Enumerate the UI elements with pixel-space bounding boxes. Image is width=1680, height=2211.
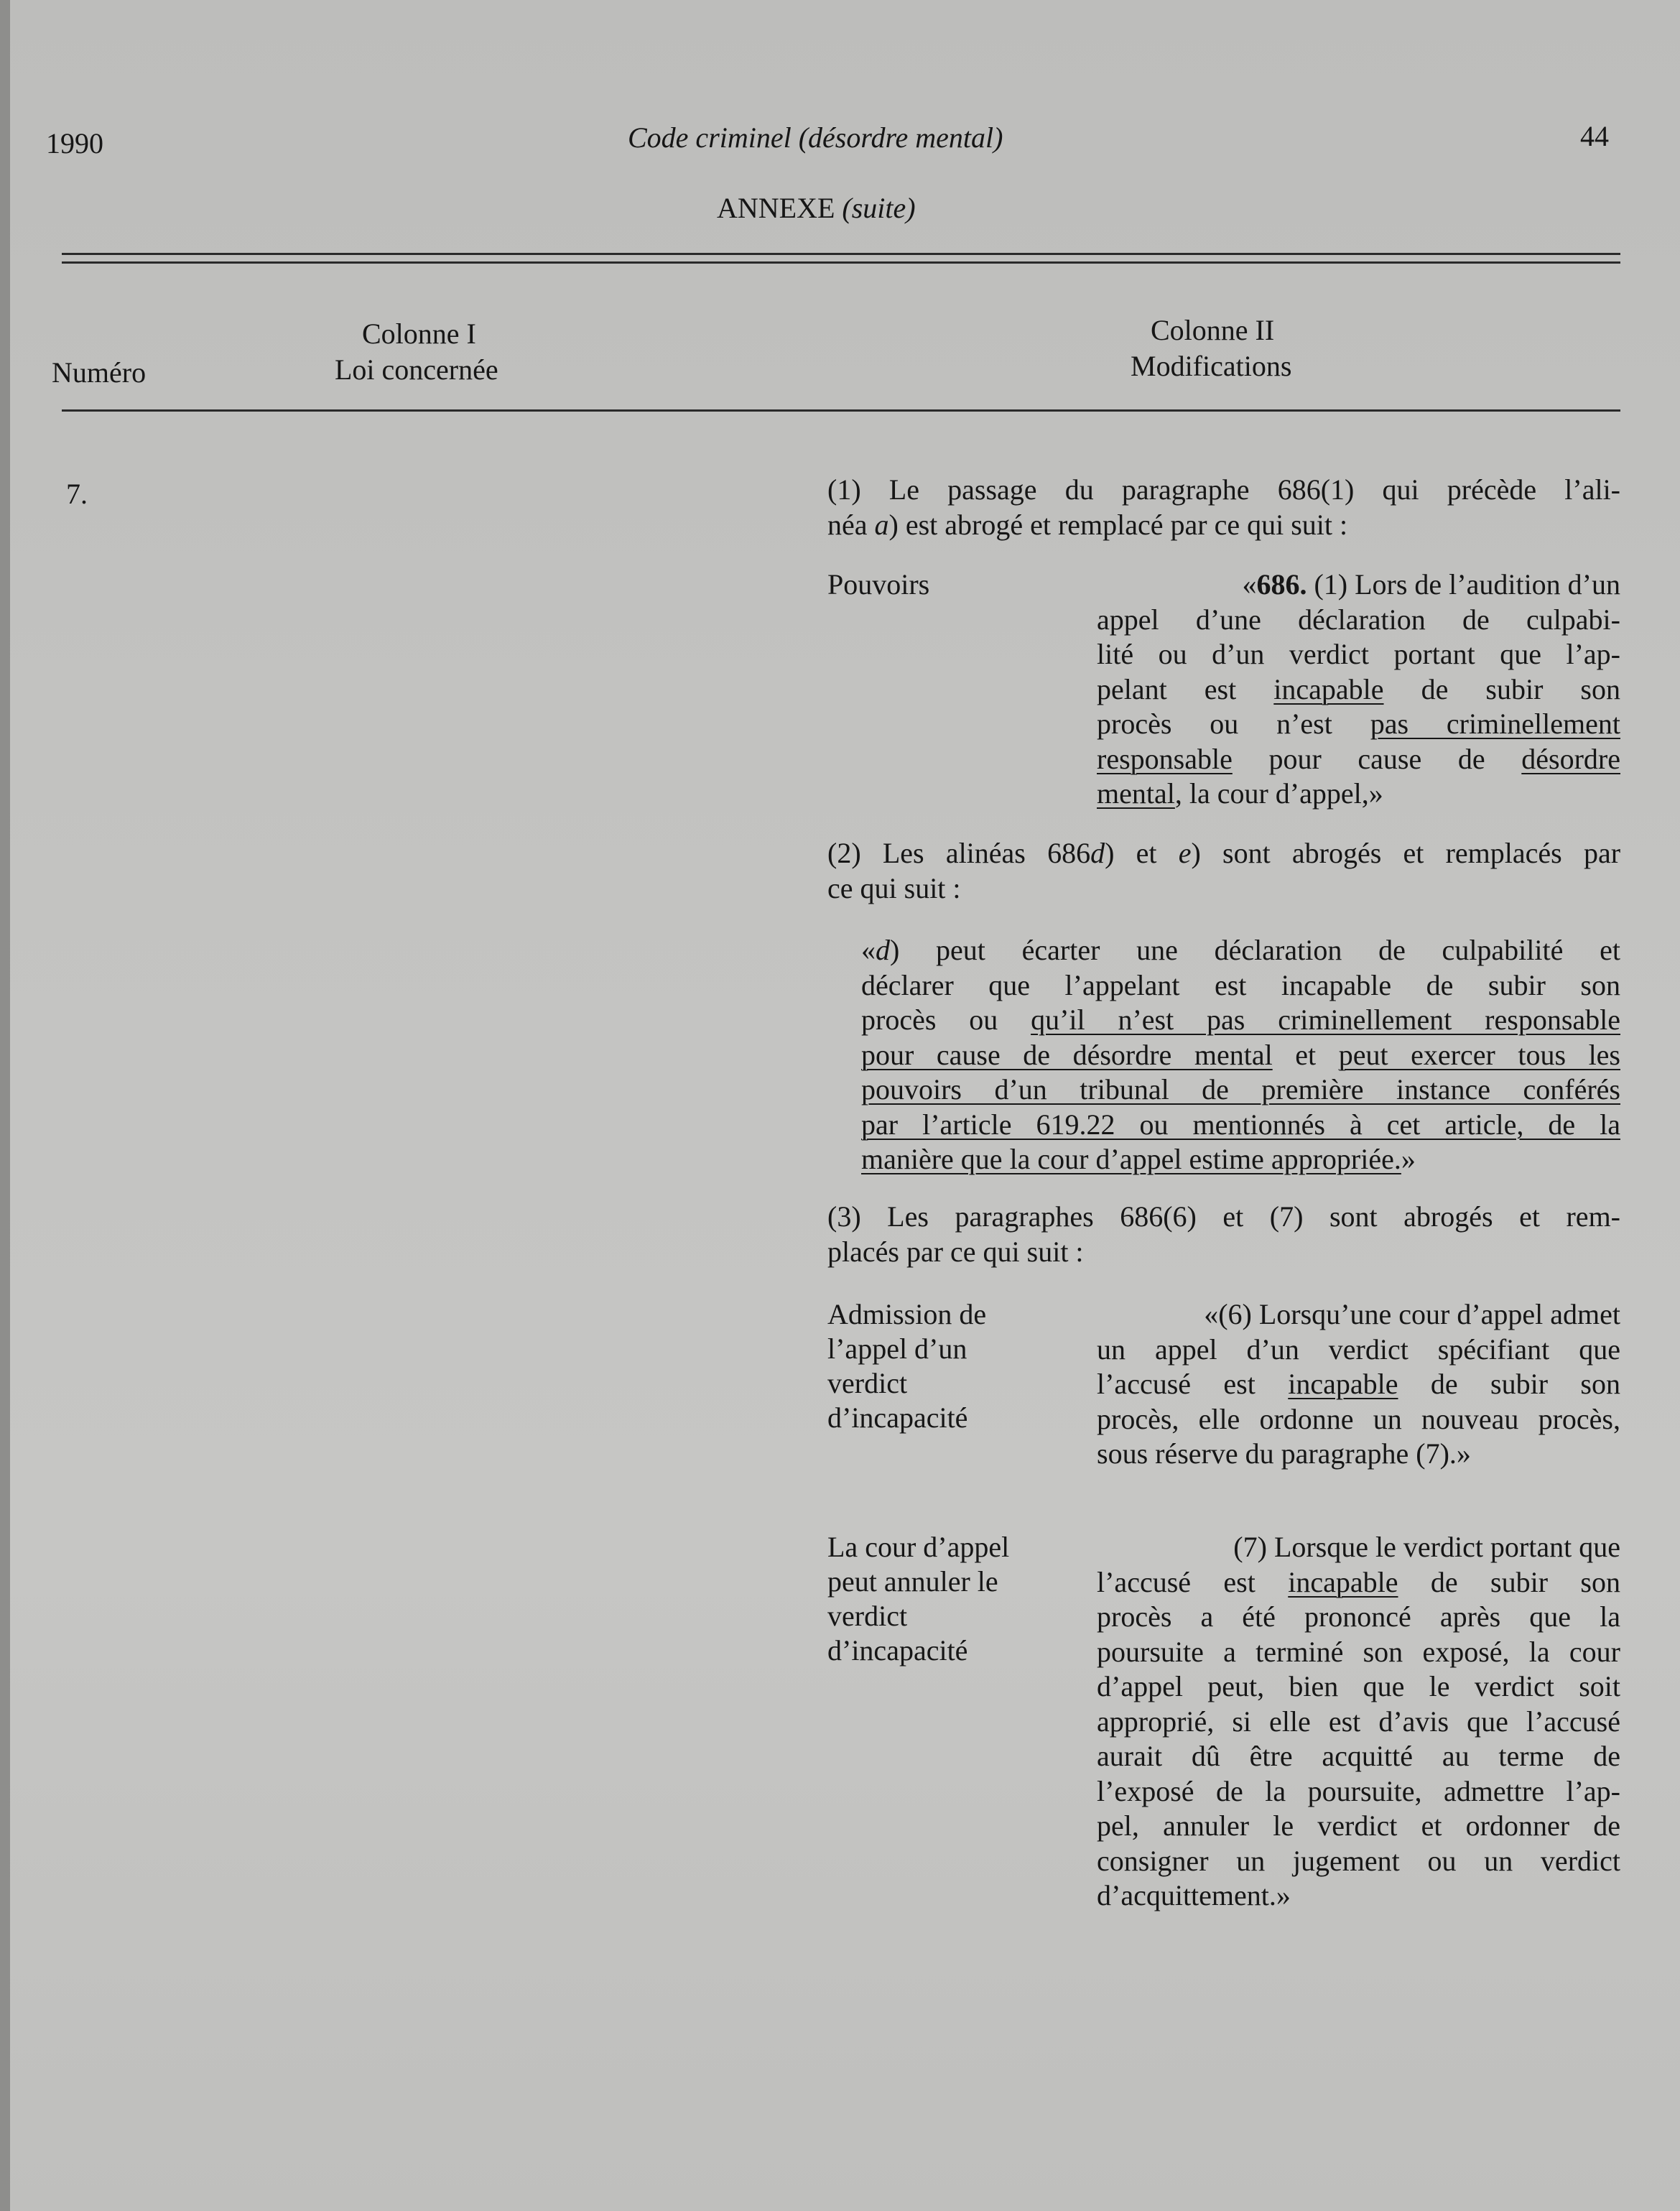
paragraph-1-line: (1) Le passage du paragraphe 686(1) qui précède l’ali- <box>827 473 1620 506</box>
section-686-1-text <box>1097 567 1620 812</box>
margin-note-admission <box>827 1297 986 1435</box>
section-686-1-line: mental, la cour d’appel,» <box>1097 777 1383 810</box>
paragraph-1 <box>827 473 1620 542</box>
section-686-7-text <box>1097 1530 1620 1914</box>
alinea-d-line: déclarer que l’appelant est incapable de subir son <box>861 968 1620 1001</box>
section-686-7-line: aurait dû être acquitté au terme de <box>1097 1740 1620 1772</box>
column-2-heading: Colonne II <box>1151 314 1275 346</box>
column-1-subheading: Loi concernée <box>335 353 498 386</box>
header-title: Code criminel (désordre mental) <box>628 121 1003 154</box>
section-686-1-line: pelant est incapable de subir son <box>1097 672 1621 705</box>
section-686-7-line: approprié, si elle est d’avis que l’accusé <box>1097 1705 1620 1738</box>
section-686-6-line: sous réserve du paragraphe (7).» <box>1097 1437 1471 1470</box>
header-year: 1990 <box>46 127 103 159</box>
section-686-1-line: lité ou d’un verdict portant que l’ap- <box>1097 638 1620 670</box>
section-686-6-line: l’accusé est incapable de subir son <box>1097 1368 1621 1400</box>
margin-note-line: verdict <box>827 1600 908 1632</box>
section-686-7-line: pel, annuler le verdict et ordonner de <box>1097 1809 1620 1842</box>
item-number: 7. <box>66 478 88 510</box>
section-686-7-line: l’exposé de la poursuite, admettre l’ap- <box>1097 1774 1620 1807</box>
paragraph-3-line: (3) Les paragraphes 686(6) et (7) sont abrogés et rem- <box>827 1200 1620 1233</box>
section-686-6-text <box>1097 1297 1620 1472</box>
margin-note-line: d’incapacité <box>827 1634 968 1667</box>
section-686-7-line: d’acquittement.» <box>1097 1879 1291 1911</box>
annexe-heading: ANNEXE (suite) <box>717 192 916 224</box>
margin-note-line: d’incapacité <box>827 1401 968 1434</box>
section-686-7-line: (7) Lorsque le verdict portant que <box>1233 1531 1620 1563</box>
paragraph-1-line: néa a) est abrogé et remplacé par ce qui suit : <box>827 508 1348 541</box>
header-rule-bottom <box>62 261 1620 264</box>
document-page <box>10 0 1680 2211</box>
paragraph-2-line: ce qui suit : <box>827 871 961 904</box>
alinea-d-text <box>861 933 1620 1177</box>
section-686-7-line: poursuite a terminé son exposé, la cour <box>1097 1635 1620 1668</box>
section-686-7-line: procès a été prononcé après que la <box>1097 1600 1620 1633</box>
alinea-d-line: procès ou qu’il n’est pas criminellement responsable <box>861 1003 1620 1036</box>
margin-note-line: verdict <box>827 1367 908 1399</box>
margin-note-line: La cour d’appel <box>827 1531 1010 1563</box>
paragraph-2 <box>827 836 1620 906</box>
margin-note-pouvoirs: Pouvoirs <box>827 568 930 601</box>
section-686-1-line: procès ou n’est pas criminellement <box>1097 708 1620 740</box>
columns-rule <box>62 409 1620 412</box>
paragraph-3 <box>827 1200 1620 1269</box>
header-rule-top <box>62 253 1620 255</box>
section-686-7-line: l’accusé est incapable de subir son <box>1097 1565 1621 1598</box>
column-numero-heading: Numéro <box>52 356 147 389</box>
alinea-d-line: par l’article 619.22 ou mentionnés à cet article, de la <box>861 1108 1620 1141</box>
margin-note-line: peut annuler le <box>827 1565 998 1598</box>
section-686-6-line: «(6) Lorsqu’une cour d’appel admet <box>1204 1298 1620 1330</box>
paragraph-2-line: (2) Les alinéas 686d) et e) sont abrogés et remplacés par <box>827 837 1621 869</box>
margin-note-line: l’appel d’un <box>827 1332 967 1365</box>
paragraph-3-line: placés par ce qui suit : <box>827 1235 1084 1268</box>
section-686-7-line: d’appel peut, bien que le verdict soit <box>1097 1670 1620 1702</box>
column-2-subheading: Modifications <box>1131 350 1292 382</box>
page-edge-shadow <box>0 0 10 2211</box>
margin-note-annuler <box>827 1530 1009 1668</box>
alinea-d-line: pour cause de désordre mental et peut exercer tous les <box>861 1038 1620 1071</box>
column-1-heading: Colonne I <box>362 317 476 350</box>
section-686-1-line: responsable pour cause de désordre <box>1097 742 1620 775</box>
alinea-d-line: manière que la cour d’appel estime appropriée.» <box>861 1143 1416 1175</box>
page-number: 44 <box>1580 120 1609 152</box>
section-686-1-line: «686. (1) Lors de l’audition d’un <box>1242 568 1620 601</box>
alinea-d-line: pouvoirs d’un tribunal de première instance conférés <box>861 1073 1620 1106</box>
section-686-6-line: procès, elle ordonne un nouveau procès, <box>1097 1402 1620 1435</box>
section-686-1-line: appel d’une déclaration de culpabi- <box>1097 603 1620 636</box>
section-686-6-line: un appel d’un verdict spécifiant que <box>1097 1332 1620 1366</box>
section-686-7-line: consigner un jugement ou un verdict <box>1097 1844 1620 1877</box>
margin-note-line: Admission de <box>827 1298 987 1330</box>
alinea-d-line: «d) peut écarter une déclaration de culpabilité et <box>861 934 1620 966</box>
